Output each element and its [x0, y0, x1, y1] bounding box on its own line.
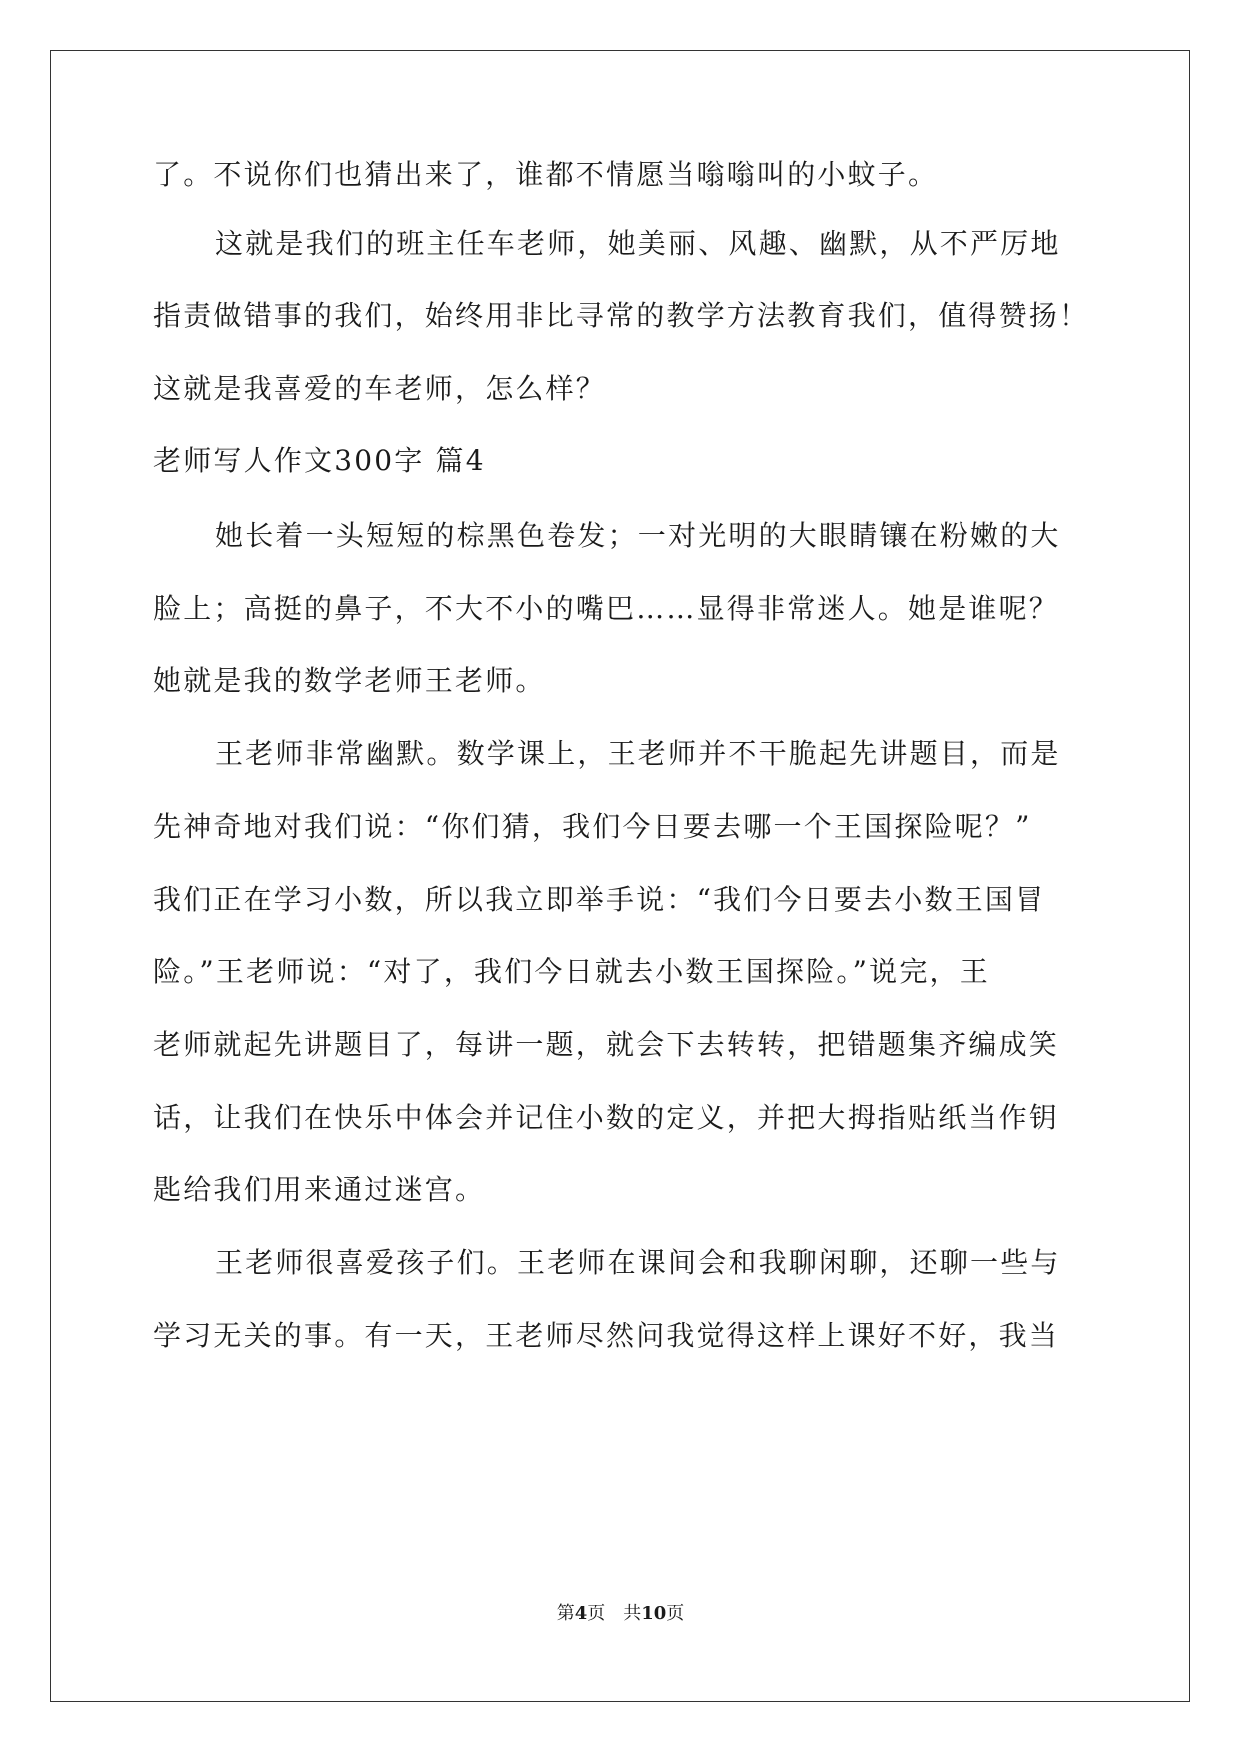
- text-line: 老师就起先讲题目了，每讲一题，就会下去转转，把错题集齐编成笑: [153, 1028, 1060, 1061]
- text-line: 她长着一头短短的棕黑色卷发；一对光明的大眼睛镶在粉嫩的大: [215, 519, 1061, 552]
- text-line: 王老师很喜爱孩子们。王老师在课间会和我聊闲聊，还聊一些与: [215, 1246, 1061, 1279]
- page-footer: [0, 1603, 1241, 1625]
- text-line: 匙给我们用来通过迷宫。: [153, 1173, 486, 1206]
- footer-page-suffix: 页: [587, 1603, 606, 1624]
- text-line: 指责做错事的我们，始终用非比寻常的教学方法教育我们，值得赞扬！: [153, 299, 1090, 332]
- footer-prefix: 第: [556, 1603, 575, 1624]
- text-line: 先神奇地对我们说：“你们猜，我们今日要去哪一个王国探险呢？”: [153, 810, 1032, 843]
- text-line: 这就是我们的班主任车老师，她美丽、风趣、幽默，从不严厉地: [215, 227, 1061, 260]
- footer-total-pages: 10: [641, 1603, 667, 1624]
- text-line: 王老师非常幽默。数学课上，王老师并不干脆起先讲题目，而是: [215, 737, 1061, 770]
- section-heading: 老师写人作文300字 篇4: [153, 444, 486, 477]
- text-line: 我们正在学习小数，所以我立即举手说：“我们今日要去小数王国冒: [153, 883, 1046, 916]
- text-line: 学习无关的事。有一天，王老师尽然问我觉得这样上课好不好，我当: [153, 1319, 1060, 1352]
- text-line: 险。”王老师说：“对了，我们今日就去小数王国探险。”说完，王: [153, 955, 990, 988]
- text-line: 话，让我们在快乐中体会并记住小数的定义，并把大拇指贴纸当作钥: [153, 1101, 1060, 1134]
- text-line: 这就是我喜爱的车老师，怎么样？: [153, 372, 607, 405]
- text-line: 了。不说你们也猜出来了，谁都不情愿当嗡嗡叫的小蚊子。: [153, 158, 939, 191]
- text-line: 脸上；高挺的鼻子，不大不小的嘴巴……显得非常迷人。她是谁呢？: [153, 592, 1060, 625]
- text-line: 她就是我的数学老师王老师。: [153, 664, 546, 697]
- footer-total-suffix: 页: [666, 1603, 685, 1624]
- footer-current-page: 4: [574, 1603, 588, 1624]
- footer-total-prefix: 共: [623, 1603, 642, 1624]
